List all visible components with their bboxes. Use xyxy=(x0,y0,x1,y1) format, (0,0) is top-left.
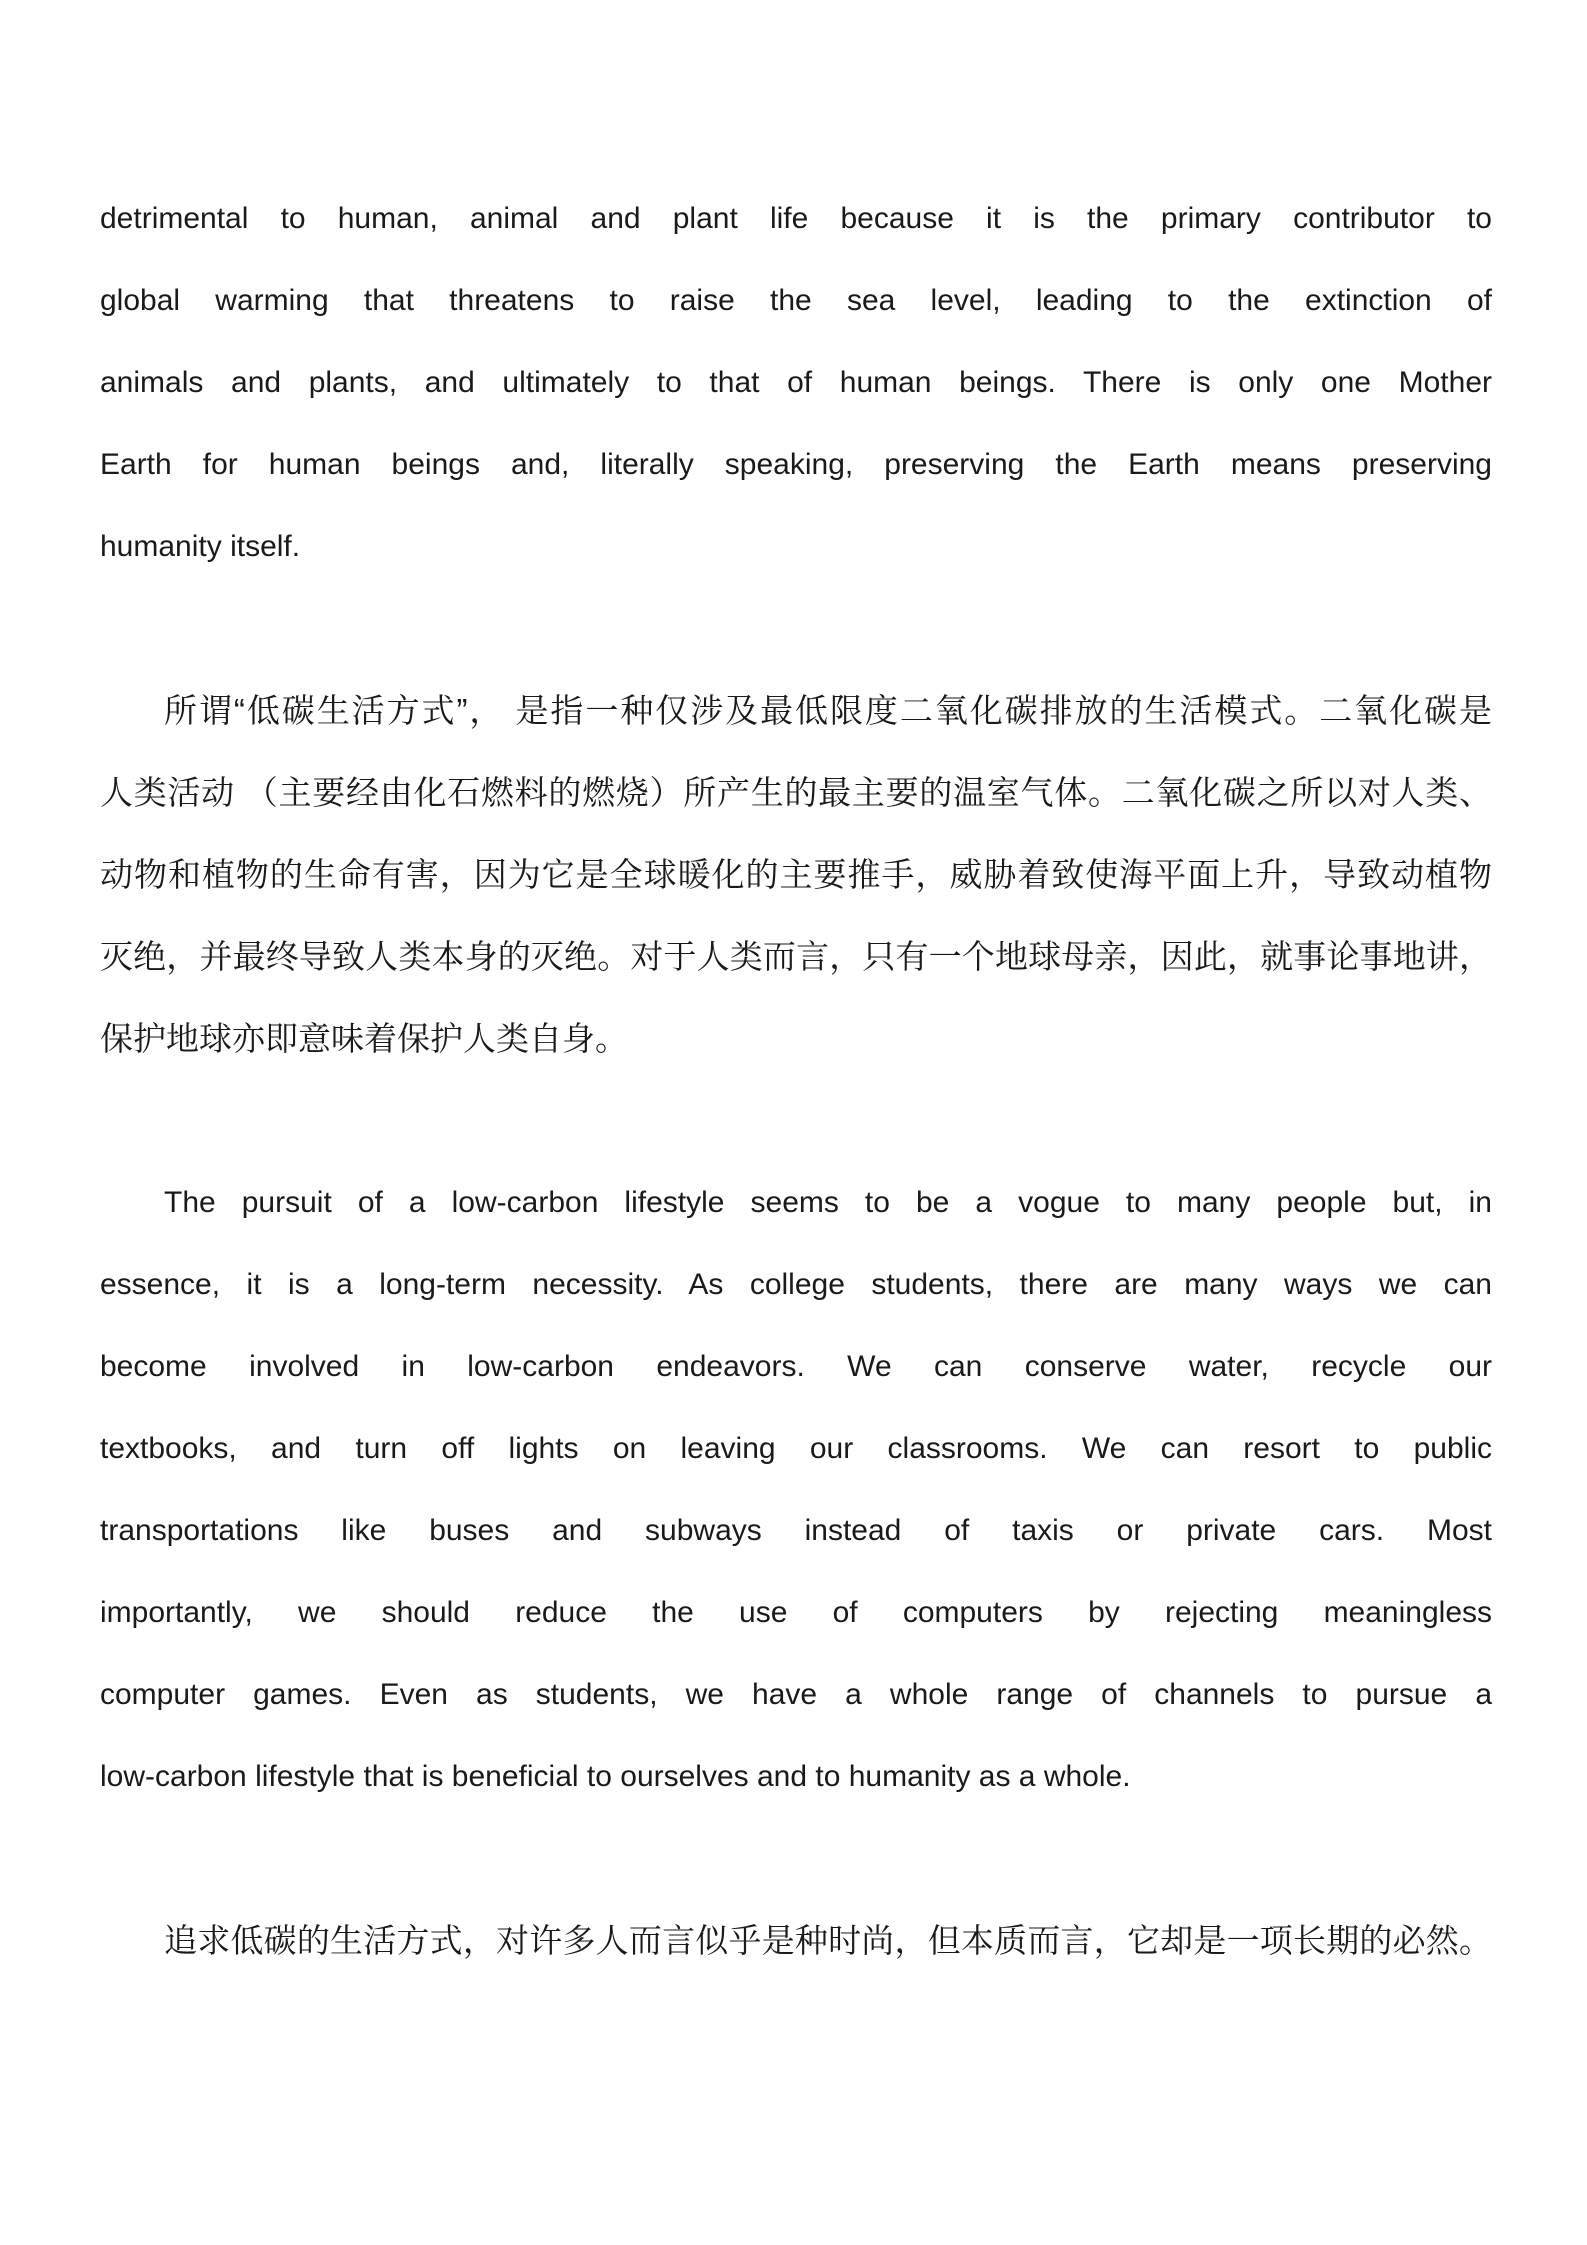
paragraph-english-2 xyxy=(100,1162,1492,1818)
text-line: The pursuit of a low-carbon lifestyle seems to be a vogue to many people but, in xyxy=(164,1186,1492,1219)
text-line: detrimental to human, animal and plant life because it is the primary contributor to xyxy=(100,202,1492,235)
text-line: animals and plants, and ultimately to that of human beings. There is only one Mother xyxy=(100,366,1492,399)
text-line: essence, it is a long-term necessity. As college students, there are many ways we can xyxy=(100,1268,1492,1301)
text-line: 所谓“低碳生活方式”， 是指一种仅涉及最低限度二氧化碳排放的生活模式。二氧化碳是 xyxy=(164,692,1492,729)
paragraph-english-1 xyxy=(100,178,1492,588)
text-line: Earth for human beings and, literally speaking, preserving the Earth means preserving xyxy=(100,448,1492,481)
paragraph-chinese-2 xyxy=(100,1900,1492,1982)
text-line: 人类活动 （主要经由化石燃料的燃烧）所产生的最主要的温室气体。二氧化碳之所以对人类、 xyxy=(100,774,1492,811)
text-line: 动物和植物的生命有害，因为它是全球暖化的主要推手，威胁着致使海平面上升，导致动植物 xyxy=(100,856,1492,893)
paragraph-chinese-1 xyxy=(100,670,1492,1080)
text-line: global warming that threatens to raise the sea level, leading to the extinction of xyxy=(100,284,1492,317)
text-line: humanity itself. xyxy=(100,530,301,563)
text-line: become involved in low-carbon endeavors. We can conserve water, recycle our xyxy=(100,1350,1492,1383)
text-line: transportations like buses and subways instead of taxis or private cars. Most xyxy=(100,1514,1492,1547)
text-line: computer games. Even as students, we have a whole range of channels to pursue a xyxy=(100,1678,1492,1711)
text-line: 追求低碳的生活方式，对许多人而言似乎是种时尚，但本质而言，它却是一项长期的必然。 xyxy=(164,1922,1492,1959)
document-content xyxy=(100,178,1492,2064)
text-line: low-carbon lifestyle that is beneficial to ourselves and to humanity as a whole. xyxy=(100,1760,1131,1793)
text-line: textbooks, and turn off lights on leaving our classrooms. We can resort to public xyxy=(100,1432,1492,1465)
text-line: 灭绝，并最终导致人类本身的灭绝。对于人类而言，只有一个地球母亲，因此，就事论事地讲， xyxy=(100,938,1492,975)
text-line: importantly, we should reduce the use of computers by rejecting meaningless xyxy=(100,1596,1492,1629)
text-line: 保护地球亦即意味着保护人类自身。 xyxy=(100,1020,628,1057)
